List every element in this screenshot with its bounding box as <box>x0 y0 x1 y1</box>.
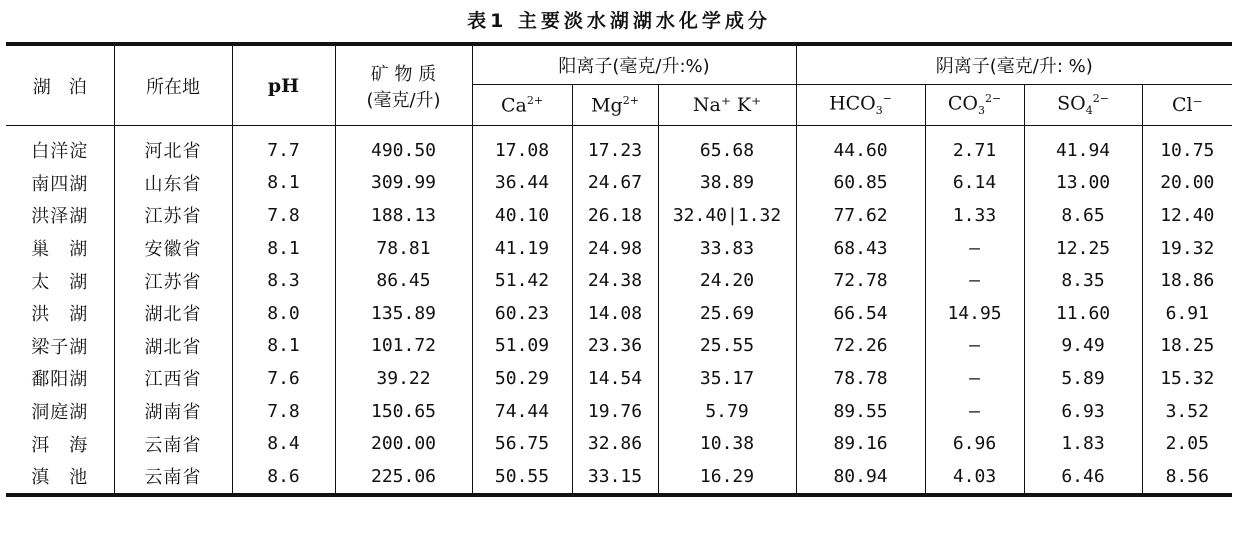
cell-cl: 8.56 <box>1142 460 1232 495</box>
cell-co3: — <box>925 330 1024 363</box>
cell-mineral: 101.72 <box>335 330 472 363</box>
cell-mg: 14.54 <box>572 362 658 395</box>
cell-location: 江西省 <box>114 362 232 395</box>
cell-location: 湖北省 <box>114 297 232 330</box>
cell-hco3: 72.78 <box>796 264 925 297</box>
header-so4-sub: 4 <box>1085 104 1093 118</box>
cell-ca: 17.08 <box>472 126 572 167</box>
cell-hco3: 77.62 <box>796 199 925 232</box>
header-mg <box>572 85 658 126</box>
cell-ca: 41.19 <box>472 232 572 265</box>
cell-mg: 26.18 <box>572 199 658 232</box>
cell-so4: 8.35 <box>1024 264 1142 297</box>
table-row <box>6 232 1232 265</box>
cell-so4: 41.94 <box>1024 126 1142 167</box>
cell-co3: 6.96 <box>925 427 1024 460</box>
cell-ca: 50.29 <box>472 362 572 395</box>
cell-ph: 8.1 <box>232 232 335 265</box>
header-co3 <box>925 85 1024 126</box>
header-mg-base: Mg <box>591 94 623 117</box>
cell-location: 江苏省 <box>114 264 232 297</box>
cell-ph: 8.0 <box>232 297 335 330</box>
cell-ca: 56.75 <box>472 427 572 460</box>
table-row <box>6 362 1232 395</box>
cell-cl: 18.86 <box>1142 264 1232 297</box>
cell-mg: 17.23 <box>572 126 658 167</box>
cell-co3: — <box>925 264 1024 297</box>
header-hco3 <box>796 85 925 126</box>
header-mineral-line1: 矿 物 质 <box>370 63 437 85</box>
cell-lake: 洪 湖 <box>31 304 89 326</box>
cell-hco3: 60.85 <box>796 167 925 200</box>
cell-lake: 太 湖 <box>31 271 89 293</box>
cell-location: 云南省 <box>114 460 232 495</box>
cell-lake: 滇 池 <box>31 467 89 489</box>
header-ca-sup: 2+ <box>526 93 544 107</box>
header-co3-sup: 2− <box>984 92 1002 106</box>
cell-mineral: 490.50 <box>335 126 472 167</box>
cell-na-k: 16.29 <box>658 460 796 495</box>
cell-lake: 白洋淀 <box>31 141 89 163</box>
table-body <box>6 126 1232 495</box>
cell-so4: 6.93 <box>1024 395 1142 428</box>
cell-mineral: 188.13 <box>335 199 472 232</box>
cell-co3: — <box>925 395 1024 428</box>
cell-cl: 12.40 <box>1142 199 1232 232</box>
cell-co3: 4.03 <box>925 460 1024 495</box>
cell-ph: 7.6 <box>232 362 335 395</box>
table-row <box>6 427 1232 460</box>
cell-mg: 33.15 <box>572 460 658 495</box>
cell-cl: 15.32 <box>1142 362 1232 395</box>
header-so4-sup: 2− <box>1092 92 1109 106</box>
cell-hco3: 72.26 <box>796 330 925 363</box>
cell-hco3: 44.60 <box>796 126 925 167</box>
cell-location: 云南省 <box>114 427 232 460</box>
cell-lake: 巢 湖 <box>31 239 89 261</box>
cell-mg: 24.38 <box>572 264 658 297</box>
cell-so4: 1.83 <box>1024 427 1142 460</box>
cell-location: 湖南省 <box>114 395 232 428</box>
cell-ph: 8.3 <box>232 264 335 297</box>
cell-mineral: 200.00 <box>335 427 472 460</box>
cell-hco3: 68.43 <box>796 232 925 265</box>
cell-mineral: 309.99 <box>335 167 472 200</box>
cell-ca: 74.44 <box>472 395 572 428</box>
header-mg-sup: 2+ <box>622 93 639 107</box>
cell-mineral: 150.65 <box>335 395 472 428</box>
header-co3-sub: 3 <box>977 104 985 118</box>
cell-lake: 洞庭湖 <box>31 402 89 424</box>
cell-location: 安徽省 <box>114 232 232 265</box>
table-row <box>6 199 1232 232</box>
cell-mg: 23.36 <box>572 330 658 363</box>
cell-lake: 洪泽湖 <box>31 206 89 228</box>
cell-hco3: 66.54 <box>796 297 925 330</box>
cell-so4: 12.25 <box>1024 232 1142 265</box>
cell-cl: 3.52 <box>1142 395 1232 428</box>
header-hco3-base: HCO <box>829 92 876 115</box>
table-row <box>6 126 1232 167</box>
header-hco3-sup: − <box>882 92 892 106</box>
cell-na-k: 38.89 <box>658 167 796 200</box>
cell-ca: 40.10 <box>472 199 572 232</box>
cell-cl: 2.05 <box>1142 427 1232 460</box>
cell-hco3: 89.55 <box>796 395 925 428</box>
cell-mg: 24.67 <box>572 167 658 200</box>
cell-so4: 9.49 <box>1024 330 1142 363</box>
cell-na-k: 24.20 <box>658 264 796 297</box>
cell-cl: 6.91 <box>1142 297 1232 330</box>
cell-ph: 8.4 <box>232 427 335 460</box>
header-ph: pH <box>232 44 335 126</box>
cell-cl: 20.00 <box>1142 167 1232 200</box>
cell-mineral: 135.89 <box>335 297 472 330</box>
cell-mg: 32.86 <box>572 427 658 460</box>
cell-cl: 19.32 <box>1142 232 1232 265</box>
cell-hco3: 89.16 <box>796 427 925 460</box>
cell-mineral: 78.81 <box>335 232 472 265</box>
cell-co3: — <box>925 362 1024 395</box>
table-row <box>6 297 1232 330</box>
cell-ca: 60.23 <box>472 297 572 330</box>
header-ca <box>472 85 572 126</box>
header-cl: Cl⁻ <box>1142 85 1232 126</box>
table-row <box>6 167 1232 200</box>
cell-na-k: 65.68 <box>658 126 796 167</box>
header-anions: 阴离子(毫克/升: %) <box>796 44 1232 85</box>
cell-cl: 18.25 <box>1142 330 1232 363</box>
chemistry-table <box>6 42 1232 497</box>
cell-co3: 14.95 <box>925 297 1024 330</box>
header-lake: 湖 泊 <box>6 44 114 126</box>
cell-mineral: 225.06 <box>335 460 472 495</box>
cell-lake: 洱 海 <box>31 434 89 456</box>
table-caption: 表1 主要淡水湖湖水化学成分 <box>467 10 771 32</box>
cell-so4: 11.60 <box>1024 297 1142 330</box>
cell-location: 山东省 <box>114 167 232 200</box>
cell-ca: 36.44 <box>472 167 572 200</box>
cell-location: 湖北省 <box>114 330 232 363</box>
cell-ca: 51.09 <box>472 330 572 363</box>
cell-ph: 8.6 <box>232 460 335 495</box>
cell-ph: 7.8 <box>232 395 335 428</box>
table-row <box>6 264 1232 297</box>
header-so4 <box>1024 85 1142 126</box>
cell-cl: 10.75 <box>1142 126 1232 167</box>
cell-mg: 14.08 <box>572 297 658 330</box>
cell-location: 江苏省 <box>114 199 232 232</box>
header-ca-base: Ca <box>500 94 527 117</box>
cell-lake: 鄱阳湖 <box>31 369 89 391</box>
table-row <box>6 330 1232 363</box>
table-row <box>6 460 1232 495</box>
cell-so4: 6.46 <box>1024 460 1142 495</box>
cell-co3: — <box>925 232 1024 265</box>
cell-mg: 19.76 <box>572 395 658 428</box>
cell-na-k: 5.79 <box>658 395 796 428</box>
table-row <box>6 395 1232 428</box>
cell-so4: 8.65 <box>1024 199 1142 232</box>
header-na-k: Na⁺ K⁺ <box>658 85 796 126</box>
cell-so4: 13.00 <box>1024 167 1142 200</box>
header-so4-base: SO <box>1057 92 1086 115</box>
cell-lake: 梁子湖 <box>31 336 89 358</box>
cell-ca: 50.55 <box>472 460 572 495</box>
header-hco3-sub: 3 <box>875 104 883 118</box>
cell-mineral: 86.45 <box>335 264 472 297</box>
header-mineral <box>335 44 472 126</box>
cell-na-k: 33.83 <box>658 232 796 265</box>
cell-ph: 7.7 <box>232 126 335 167</box>
header-location: 所在地 <box>114 44 232 126</box>
cell-lake: 南四湖 <box>31 173 89 195</box>
cell-so4: 5.89 <box>1024 362 1142 395</box>
cell-na-k: 10.38 <box>658 427 796 460</box>
cell-na-k: 25.69 <box>658 297 796 330</box>
cell-hco3: 78.78 <box>796 362 925 395</box>
cell-hco3: 80.94 <box>796 460 925 495</box>
cell-ca: 51.42 <box>472 264 572 297</box>
cell-co3: 6.14 <box>925 167 1024 200</box>
cell-location: 河北省 <box>114 126 232 167</box>
cell-na-k: 32.40|1.32 <box>658 199 796 232</box>
cell-ph: 8.1 <box>232 330 335 363</box>
header-cations: 阳离子(毫克/升:%) <box>472 44 796 85</box>
cell-co3: 2.71 <box>925 126 1024 167</box>
header-mineral-line2: (毫克/升) <box>366 89 441 111</box>
cell-mg: 24.98 <box>572 232 658 265</box>
header-co3-base: CO <box>947 92 978 115</box>
cell-ph: 7.8 <box>232 199 335 232</box>
cell-na-k: 25.55 <box>658 330 796 363</box>
cell-na-k: 35.17 <box>658 362 796 395</box>
cell-ph: 8.1 <box>232 167 335 200</box>
cell-mineral: 39.22 <box>335 362 472 395</box>
cell-co3: 1.33 <box>925 199 1024 232</box>
